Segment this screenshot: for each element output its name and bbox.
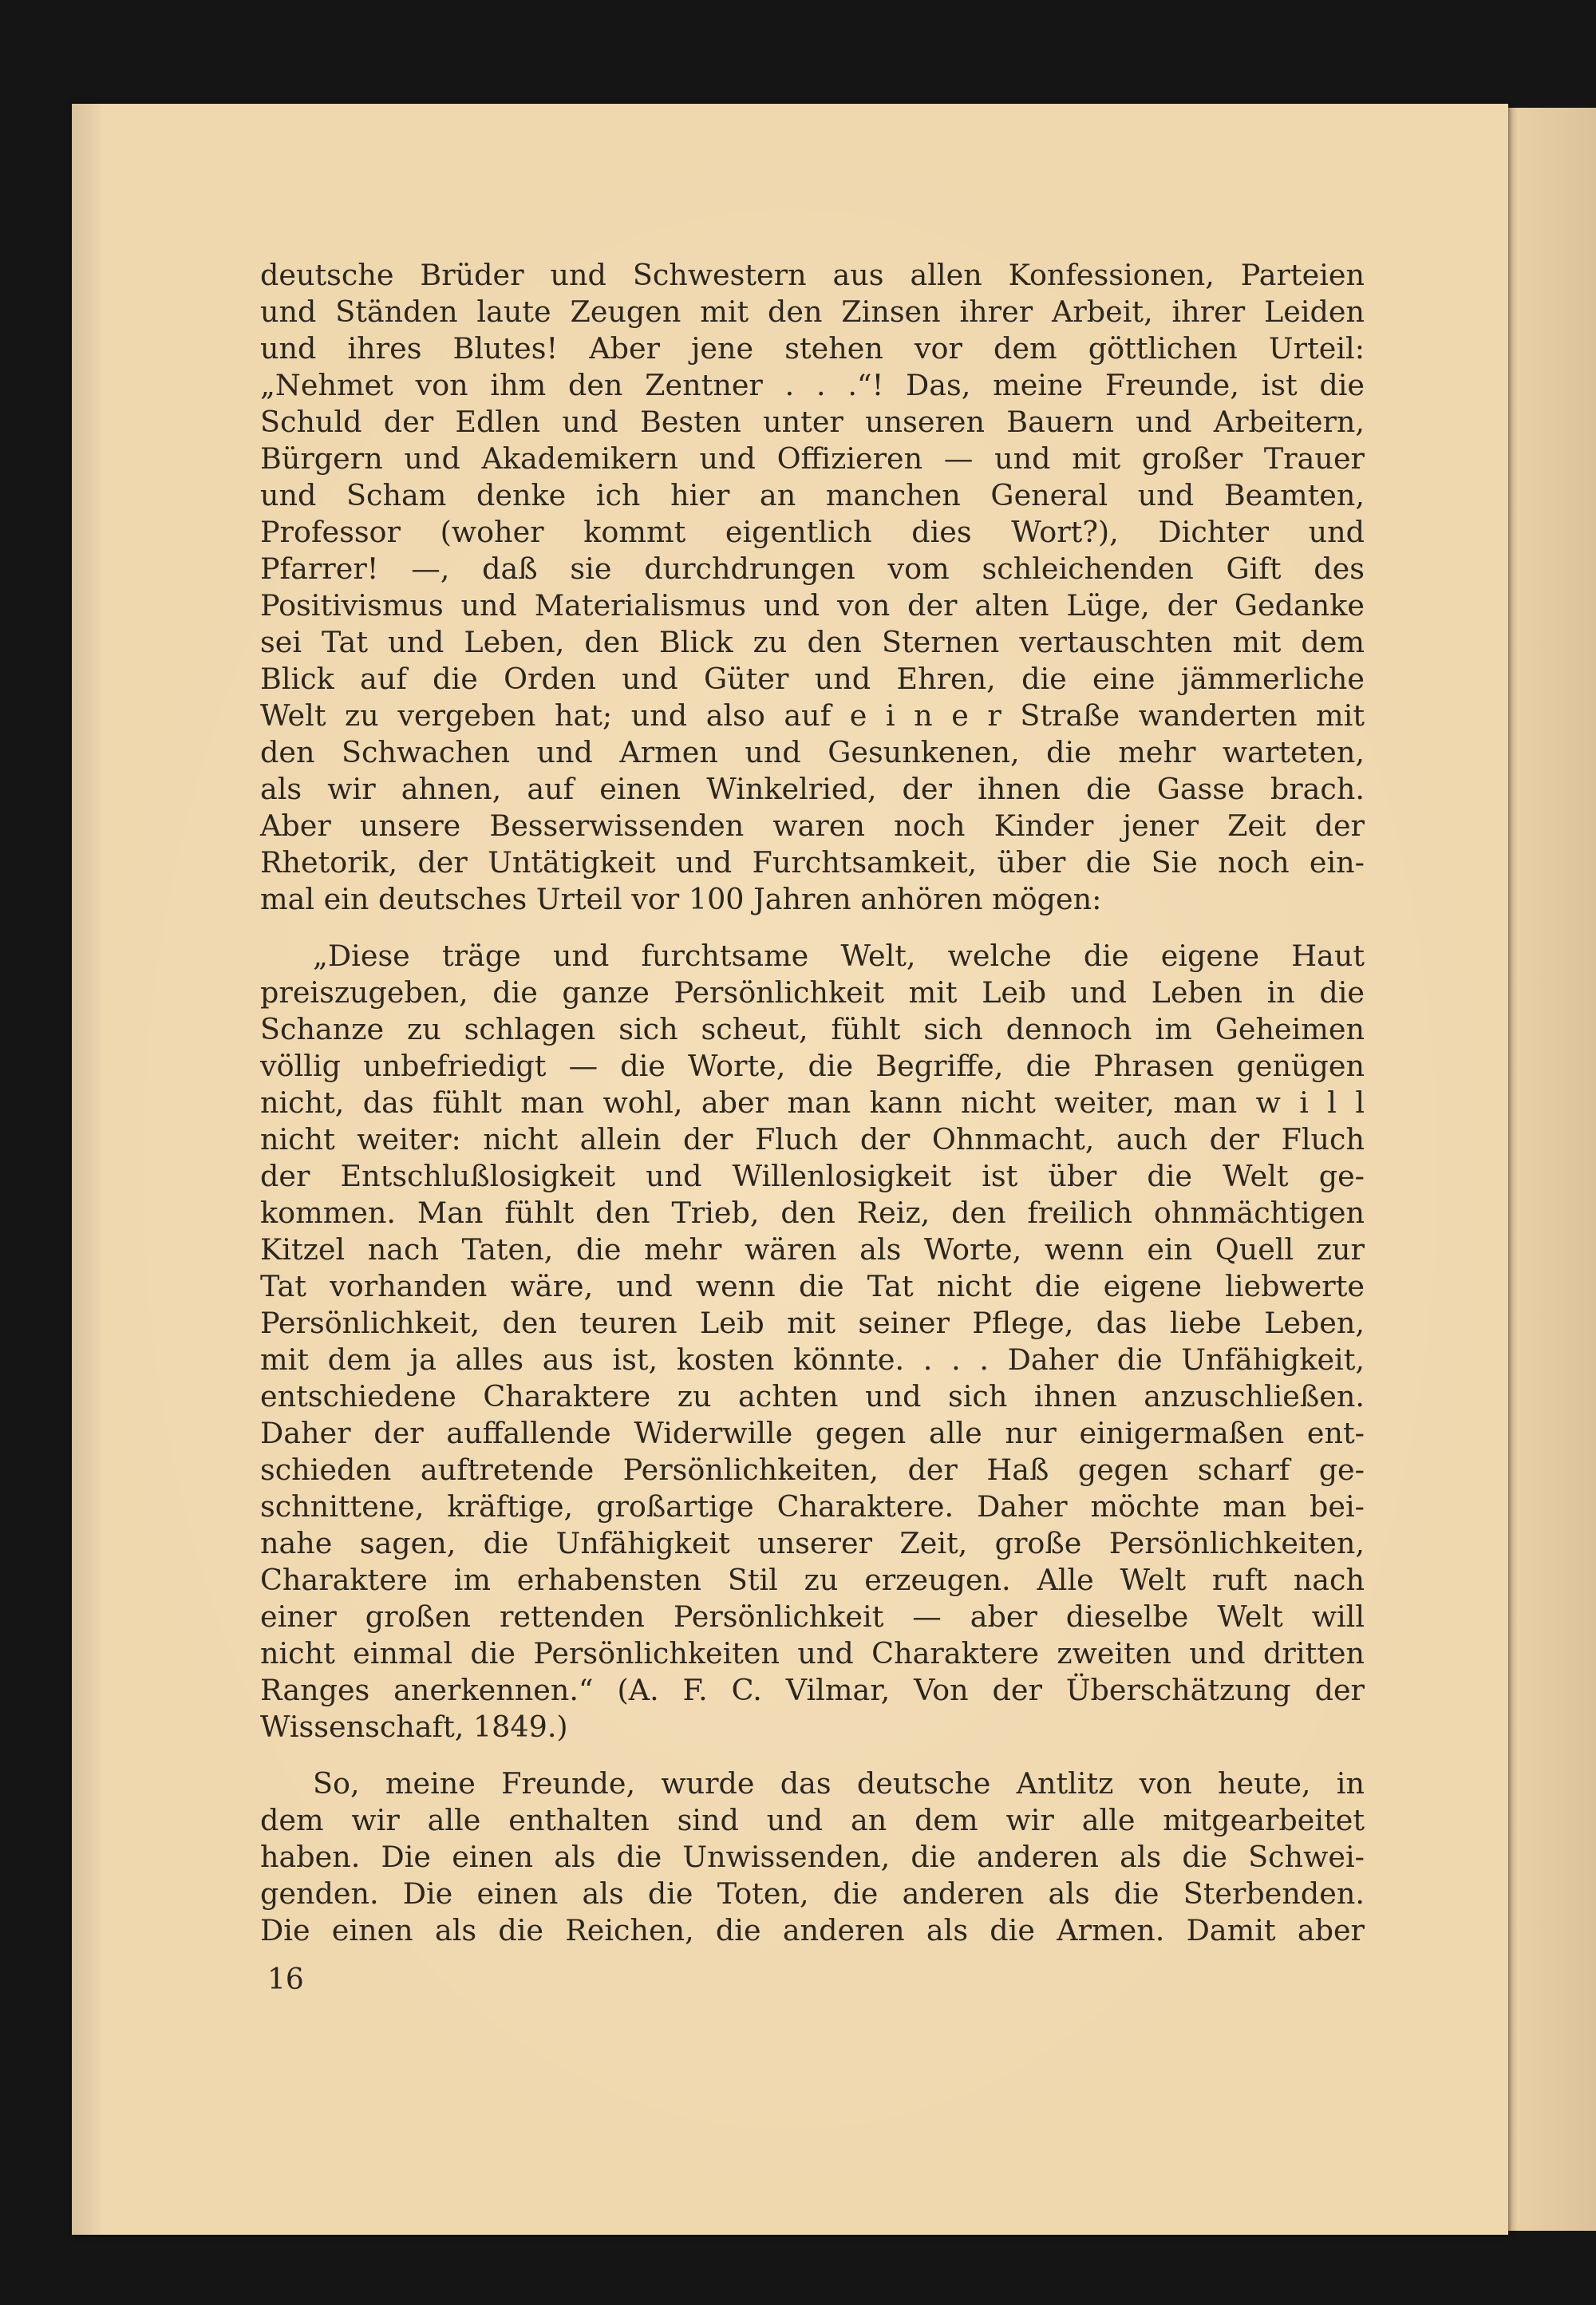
text-line: Tat vorhanden wäre, und wenn die Tat nicht die eigene liebwerte <box>260 1269 1365 1303</box>
page-body-text <box>260 257 1365 1949</box>
text-line: „Diese träge und furchtsame Welt, welche die eigene Haut <box>313 939 1365 973</box>
text-line: den Schwachen und Armen und Gesunkenen, die mehr warteten, <box>260 735 1365 769</box>
text-line: Daher der auffallende Widerwille gegen alle nur einigermaßen ent- <box>260 1416 1365 1450</box>
text-line: So, meine Freunde, wurde das deutsche Antlitz von heute, in <box>313 1766 1365 1801</box>
text-line: nicht, das fühlt man wohl, aber man kann nicht weiter, man w i l l <box>260 1085 1365 1120</box>
text-line: deutsche Brüder und Schwestern aus allen Konfessionen, Parteien <box>260 258 1365 292</box>
text-line: haben. Die einen als die Unwissenden, die anderen als die Schwei- <box>260 1840 1365 1874</box>
text-line: Kitzel nach Taten, die mehr wären als Worte, wenn ein Quell zur <box>260 1232 1365 1267</box>
text-line: völlig unbefriedigt — die Worte, die Begriffe, die Phrasen genügen <box>260 1049 1365 1083</box>
text-line: Ranges anerkennen.“ (A. F. C. Vilmar, Von der Überschätzung der <box>260 1673 1365 1707</box>
text-line: Die einen als die Reichen, die anderen als die Armen. Damit aber <box>260 1913 1365 1947</box>
text-line: mit dem ja alles aus ist, kosten könnte. . . . Daher die Unfähigkeit, <box>260 1342 1365 1377</box>
text-line: als wir ahnen, auf einen Winkelried, der ihnen die Gasse brach. <box>260 772 1365 806</box>
text-line: preiszugeben, die ganze Persönlichkeit mit Leib und Leben in die <box>260 975 1365 1010</box>
text-line: Charaktere im erhabensten Stil zu erzeugen. Alle Welt ruft nach <box>260 1563 1365 1597</box>
text-line: nicht einmal die Persönlichkeiten und Charaktere zweiten und dritten <box>260 1636 1365 1670</box>
text-line: und Ständen laute Zeugen mit den Zinsen ihrer Arbeit, ihrer Leiden <box>260 295 1365 329</box>
quotation-paragraph <box>260 938 1365 1746</box>
text-line: Bürgern und Akademikern und Offizieren — und mit großer Trauer <box>260 441 1365 476</box>
text-line: kommen. Man fühlt den Trieb, den Reiz, den freilich ohnmächtigen <box>260 1196 1365 1230</box>
paragraph-3 <box>260 1765 1365 1949</box>
text-line: und ihres Blutes! Aber jene stehen vor dem göttlichen Urteil: <box>260 331 1365 366</box>
text-line: und Scham denke ich hier an manchen General und Beamten, <box>260 478 1365 512</box>
paragraph-1 <box>260 257 1365 918</box>
text-line: einer großen rettenden Persönlichkeit — aber dieselbe Welt will <box>260 1599 1365 1634</box>
text-line: Wissenschaft, 1849.) <box>260 1710 568 1744</box>
text-line: nahe sagen, die Unfähigkeit unserer Zeit, große Persönlichkeiten, <box>260 1526 1365 1560</box>
text-line: Professor (woher kommt eigentlich dies Wort?), Dichter und <box>260 515 1365 549</box>
text-line: Blick auf die Orden und Güter und Ehren, die eine jämmerliche <box>260 662 1365 696</box>
adjacent-page-edge <box>1508 108 1596 2231</box>
text-line: Rhetorik, der Untätigkeit und Furchtsamkeit, über die Sie noch ein- <box>260 845 1365 880</box>
paragraph-spacer <box>260 918 1365 938</box>
page-number: 16 <box>267 1963 304 1996</box>
text-line: dem wir alle enthalten sind und an dem wir alle mitgearbeitet <box>260 1803 1365 1837</box>
text-line: Aber unsere Besserwissenden waren noch Kinder jener Zeit der <box>260 809 1365 843</box>
text-line: Positivismus und Materialismus und von der alten Lüge, der Gedanke <box>260 588 1365 623</box>
text-line: Welt zu vergeben hat; und also auf e i n e r Straße wanderten mit <box>260 698 1365 733</box>
text-line: Persönlichkeit, den teuren Leib mit seiner Pflege, das liebe Leben, <box>260 1306 1365 1340</box>
text-line: entschiedene Charaktere zu achten und sich ihnen anzuschließen. <box>260 1379 1365 1413</box>
text-line: mal ein deutsches Urteil vor 100 Jahren anhören mögen: <box>260 882 1102 916</box>
text-line: Schanze zu schlagen sich scheut, fühlt sich dennoch im Geheimen <box>260 1012 1365 1046</box>
text-line: genden. Die einen als die Toten, die anderen als die Sterbenden. <box>260 1876 1365 1911</box>
text-line: nicht weiter: nicht allein der Fluch der Ohnmacht, auch der Fluch <box>260 1122 1365 1156</box>
text-line: Schuld der Edlen und Besten unter unseren Bauern und Arbeitern, <box>260 405 1365 439</box>
text-line: sei Tat und Leben, den Blick zu den Sternen vertauschten mit dem <box>260 625 1365 659</box>
text-line: schnittene, kräftige, großartige Charaktere. Daher möchte man bei- <box>260 1489 1365 1524</box>
text-line: „Nehmet von ihm den Zentner . . .“! Das, meine Freunde, ist die <box>260 368 1365 402</box>
text-line: Pfarrer! —, daß sie durchdrungen vom schleichenden Gift des <box>260 552 1365 586</box>
text-line: der Entschlußlosigkeit und Willenlosigkeit ist über die Welt ge- <box>260 1159 1365 1193</box>
text-line: schieden auftretende Persönlichkeiten, der Haß gegen scharf ge- <box>260 1453 1365 1487</box>
paragraph-spacer <box>260 1746 1365 1765</box>
